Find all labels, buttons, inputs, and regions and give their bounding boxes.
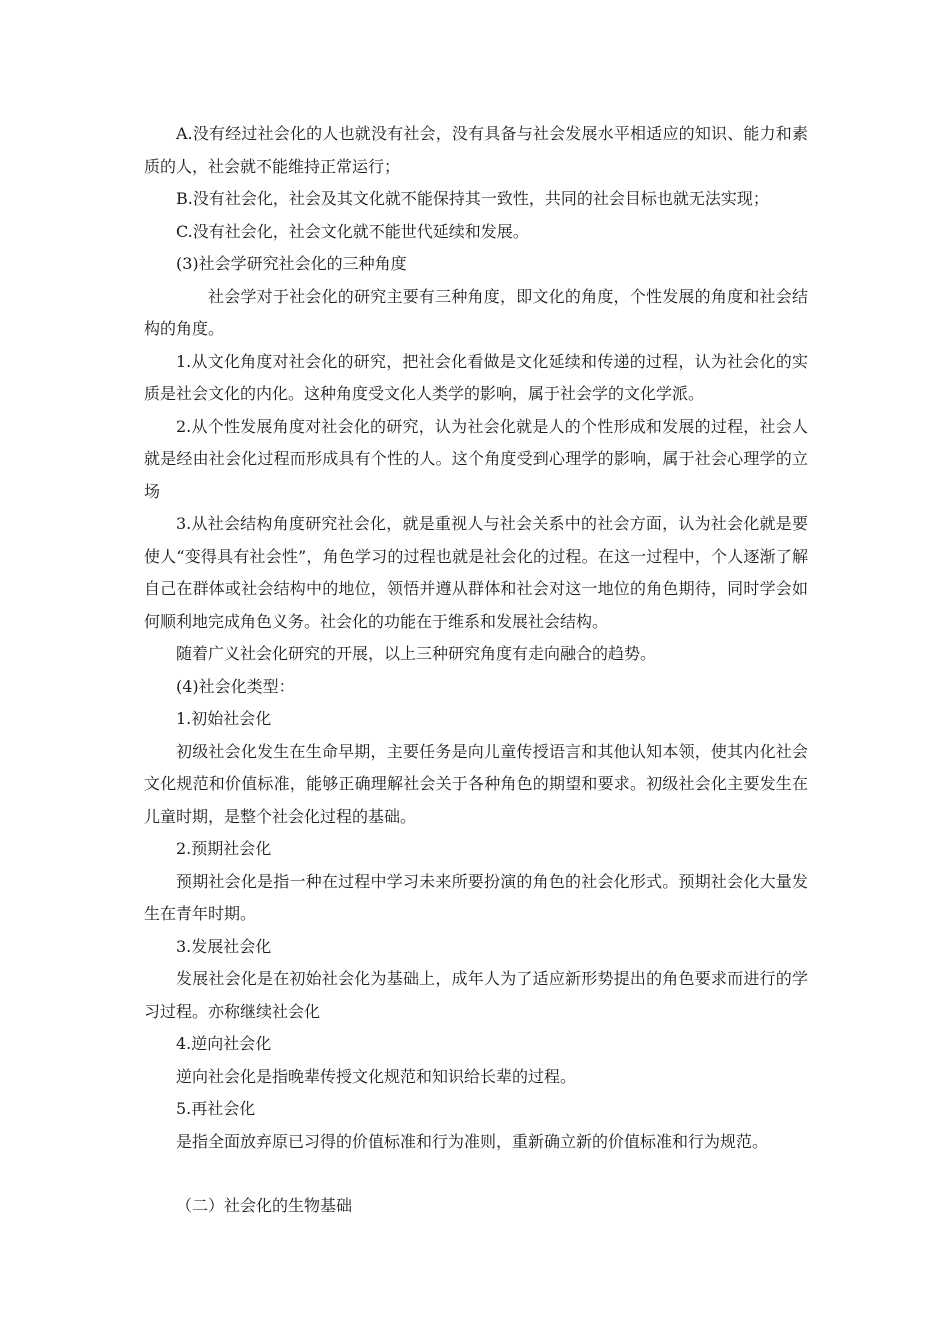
paragraph: 1.从文化角度对社会化的研究，把社会化看做是文化延续和传递的过程，认为社会化的实质是社会文化的内化。这种角度受文化人类学的影响，属于社会学的文化学派。 [144,351,808,403]
paragraph: 初级社会化发生在生命早期，主要任务是向儿童传授语言和其他认知本领，使其内化社会文化规范和价值标准，能够正确理解社会关于各种角色的期望和要求。初级社会化主要发生在儿童时期，是整个社会化过程的基础。 [144,741,808,826]
list-item-title: 4.逆向社会化 [176,1034,272,1053]
subsection-heading: (3)社会学研究社会化的三种角度 [176,254,407,273]
paragraph: 是指全面放弃原已习得的价值标准和行为准则，重新确立新的价值标准和行为规范。 [176,1131,769,1151]
paragraph: 发展社会化是在初始社会化为基础上，成年人为了适应新形势提出的角色要求而进行的学习过程。亦称继续社会化 [144,969,808,1021]
paragraph: C.没有社会化，社会文化就不能世代延续和发展。 [176,221,529,241]
paragraph: 3.从社会结构角度研究社会化，就是重视人与社会关系中的社会方面，认为社会化就是要使人“变得具有社会性”，角色学习的过程也就是社会化的过程。在这一过程中，个人逐渐了解自己在群体或社会结构中的地位，领悟并遵从群体和社会对这一地位的角色期待，同时学会如何顺利地完成角色义务。社会化的功能在于维系和发展社会结构。 [144,514,808,631]
list-item-title: 3.发展社会化 [176,936,272,956]
paragraph: 预期社会化是指一种在过程中学习未来所要扮演的角色的社会化形式。预期社会化大量发生在青年时期。 [144,871,808,923]
document-body [144,118,808,1223]
list-item-title: 2.预期社会化 [176,839,272,858]
paragraph: B.没有社会化，社会及其文化就不能保持其一致性，共同的社会目标也就无法实现； [176,189,769,208]
list-item-title: 5.再社会化 [176,1099,256,1118]
paragraph: 逆向社会化是指晚辈传授文化规范和知识给长辈的过程。 [176,1066,577,1086]
spacer [144,1158,808,1190]
paragraph: 2.从个性发展角度对社会化的研究，认为社会化就是人的个性形成和发展的过程，社会人就是经由社会化过程而形成具有个性的人。这个角度受到心理学的影响，属于社会心理学的立场 [144,416,808,501]
section-heading: （二）社会化的生物基础 [176,1196,353,1215]
subsection-heading: (4)社会化类型： [176,676,295,696]
paragraph: 随着广义社会化研究的开展，以上三种研究角度有走向融合的趋势。 [176,644,657,663]
paragraph: A.没有经过社会化的人也就没有社会，没有具备与社会发展水平相适应的知识、能力和素质的人，社会就不能维持正常运行； [144,124,808,176]
paragraph: 社会学对于社会化的研究主要有三种角度，即文化的角度，个性发展的角度和社会结构的角度。 [144,286,808,338]
list-item-title: 1.初始社会化 [176,709,272,728]
